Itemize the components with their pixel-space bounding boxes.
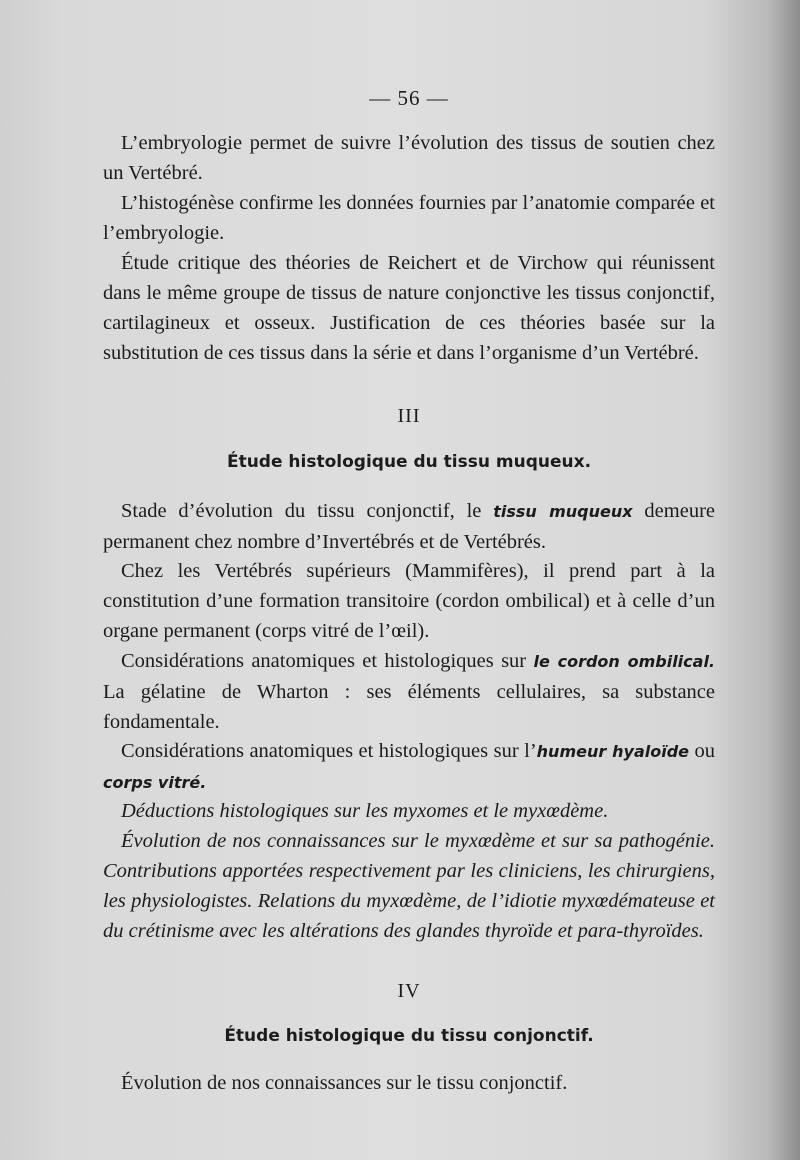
section-3-paragraph-deductions: Déductions histologiques sur les myxomes et le myxœdème. (121, 800, 609, 822)
section-3-paragraph-myxoedeme: Évolution de nos connaissances sur le myxœdème et sur sa pathogénie. Contributions apportées respectivement par les cliniciens, les chirurgiens, les physiologistes. Relations du myxœdème, de l’idiotie myxœdémateuse et du crétinisme avec les altérations des glandes thyroïde et para-thyroïdes. (103, 830, 715, 942)
text: demeure permanent chez nombre d’Invertébrés et de Vertébrés. (103, 500, 715, 553)
text: Stade d’évolution du tissu conjonctif, le (121, 500, 494, 522)
section-heading-tissu-muqueux: Étude histologique du tissu muqueux. (226, 452, 592, 472)
text: La gélatine de Wharton : ses éléments cellulaires, sa substance fondamentale. (103, 681, 715, 733)
emphasis-humeur-hyaloide: humeur hyaloïde (536, 742, 690, 761)
emphasis-tissu-muqueux: tissu muqueux (493, 502, 633, 521)
section-3-paragraph-corps-vitre (103, 736, 715, 798)
section-numeral-iv: IV (397, 980, 421, 1002)
section-3-paragraph-cordon (103, 646, 715, 737)
section-numeral-iii: III (397, 405, 421, 427)
page-number: — 56 — (369, 86, 449, 110)
intro-paragraph-critique: Étude critique des théories de Reichert et de Virchow qui réunissent dans le même groupe de tissus de nature conjonctive les tissus conjonctif, cartilagineux et osseux. Justification de ces théories basée sur la substitution de ces tissus dans la série et dans l’organisme d’un Vertébré. (103, 252, 715, 364)
section-4-paragraph-evolution: Évolution de nos connaissances sur le tissu conjonctif. (121, 1072, 568, 1094)
text: Considérations anatomiques et histologiques sur l’ (121, 740, 537, 762)
section-3-paragraph-mammiferes: Chez les Vertébrés supérieurs (Mammifères), il prend part à la constitution d’une formation transitoire (cordon ombilical) et à celle d’un organe permanent (corps vitré de l’œil). (103, 560, 715, 642)
text: Considérations anatomiques et histologiques sur (121, 650, 534, 672)
intro-paragraph-histogenesis: L’histogénèse confirme les données fournies par l’anatomie comparée et l’embryologie. (103, 192, 715, 244)
intro-paragraph-embryology: L’embryologie permet de suivre l’évolution des tissus de soutien chez un Vertébré. (103, 132, 715, 184)
section-3-paragraph-stade (103, 496, 715, 557)
text: ou (689, 740, 716, 762)
section-heading-tissu-conjonctif: Étude histologique du tissu conjonctif. (224, 1026, 594, 1046)
emphasis-corps-vitre: corps vitré. (103, 773, 207, 792)
emphasis-cordon-ombilical: le cordon ombilical. (533, 652, 716, 671)
